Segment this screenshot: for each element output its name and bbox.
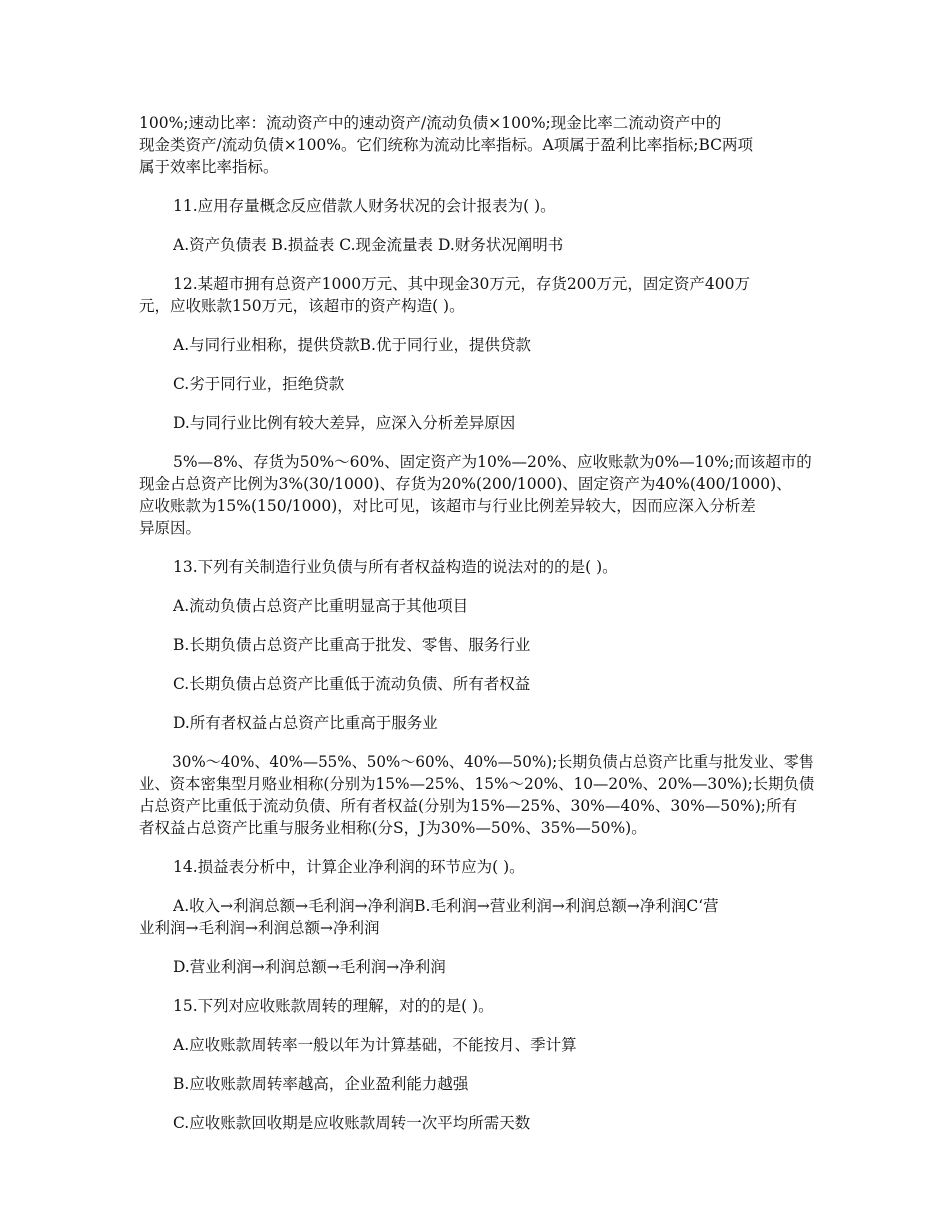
paragraph-q15-option-a: [139, 1034, 814, 1056]
text-line: A.流动负债占总资产比重明显高于其他项目: [173, 597, 469, 615]
text-line: 现金类资产/流动负债×100%。它们统称为流动比率指标。A项属于盈利比率指标;BC两项: [139, 136, 753, 154]
text-line: 100%;速动比率：流动资产中的速动资产/流动负债×100%;现金比率二流动资产中的: [139, 114, 722, 132]
text-line: 者权益占总资产比重与服务业相称(分S，J为30%—50%、35%—50%)。: [139, 819, 647, 837]
paragraph-q13-option-c: [139, 673, 814, 695]
document-body: [139, 112, 814, 1151]
text-line: 异原因。: [139, 519, 202, 537]
paragraph-q11-options: [139, 234, 814, 256]
paragraph-q13-option-a: [139, 595, 814, 617]
paragraph-q13-explanation: [139, 751, 814, 839]
text-line: D.所有者权益占总资产比重高于服务业: [173, 714, 438, 732]
text-line: A.应收账款周转率一般以年为计算基础，不能按月、季计算: [173, 1036, 577, 1054]
text-line: C.应收账款回收期是应收账款周转一次平均所需天数: [173, 1114, 531, 1132]
paragraph-q12-option-ab: [139, 334, 814, 356]
paragraph-q12-option-c: [139, 373, 814, 395]
paragraph-p-ratio-explanation: [139, 112, 814, 178]
paragraph-q13-option-b: [139, 634, 814, 656]
text-line: D.与同行业比例有较大差异，应深入分析差异原因: [173, 414, 516, 432]
paragraph-q14-option-abc: [139, 895, 814, 939]
text-line: A.与同行业相称，提供贷款B.优于同行业，提供贷款: [173, 336, 531, 354]
text-line: 11.应用存量概念反应借款人财务状况的会计报表为( )。: [173, 197, 556, 215]
paragraph-q14-option-d: [139, 956, 814, 978]
text-line: 30%～40%、40%—55%、50%～60%、40%—50%);长期负债占总资产比重与批发业、零售: [172, 753, 814, 771]
paragraph-q11: [139, 195, 814, 217]
paragraph-q14: [139, 856, 814, 878]
text-line: 应收账款为15%(150/1000)，对比可见，该超市与行业比例差异较大，因而应深入分析差: [139, 497, 756, 515]
paragraph-q13-option-d: [139, 712, 814, 734]
text-line: 12.某超市拥有总资产1000万元、其中现金30万元，存货200万元，固定资产400万: [173, 275, 750, 293]
text-line: 属于效率比率指标。: [139, 158, 279, 176]
paragraph-q12: [139, 273, 814, 317]
text-line: 业利润→毛利润→利润总额→净利润: [139, 919, 380, 937]
text-line: 占总资产比重低于流动负债、所有者权益(分别为15%—25%、30%—40%、30%—50%);所有: [139, 797, 798, 815]
paragraph-q12-explanation: [139, 451, 814, 539]
text-line: C.劣于同行业，拒绝贷款: [173, 375, 345, 393]
text-line: 15.下列对应收账款周转的理解，对的的是( )。: [173, 997, 494, 1015]
text-line: 业、资本密集型月赂业相称(分别为15%—25%、15%～20%、10—20%、20%—30%);长期负债: [139, 775, 815, 793]
text-line: 13.下列有关制造行业负债与所有者权益构造的说法对的的是( )。: [173, 558, 618, 576]
text-line: B.应收账款周转率越高，企业盈利能力越强: [173, 1075, 469, 1093]
paragraph-q12-option-d: [139, 412, 814, 434]
text-line: 元，应收账款150万元，该超市的资产构造( )。: [139, 297, 465, 315]
paragraph-q15-option-b: [139, 1073, 814, 1095]
text-line: 5%—8%、存货为50%～60%、固定资产为10%—20%、应收账款为0%—10%;而该超市的: [173, 453, 812, 471]
paragraph-q15: [139, 995, 814, 1017]
text-line: 14.损益表分析中，计算企业净利润的环节应为( )。: [173, 858, 525, 876]
text-line: A.资产负债表 B.损益表 C.现金流量表 D.财务状况阐明书: [173, 236, 564, 254]
text-line: 现金占总资产比例为3%(30/1000)、存货为20%(200/1000)、固定资产为40%(400/1000)、: [139, 475, 792, 493]
paragraph-q15-option-c: [139, 1112, 814, 1134]
text-line: B.长期负债占总资产比重高于批发、零售、服务行业: [173, 636, 531, 654]
text-line: A.收入→利润总额→毛利润→净利润B.毛利润→营业利润→利润总额→净利润C‘营: [173, 897, 719, 915]
text-line: D.营业利润→利润总额→毛利润→净利润: [173, 958, 446, 976]
text-line: C.长期负债占总资产比重低于流动负债、所有者权益: [173, 675, 531, 693]
paragraph-q13: [139, 556, 814, 578]
